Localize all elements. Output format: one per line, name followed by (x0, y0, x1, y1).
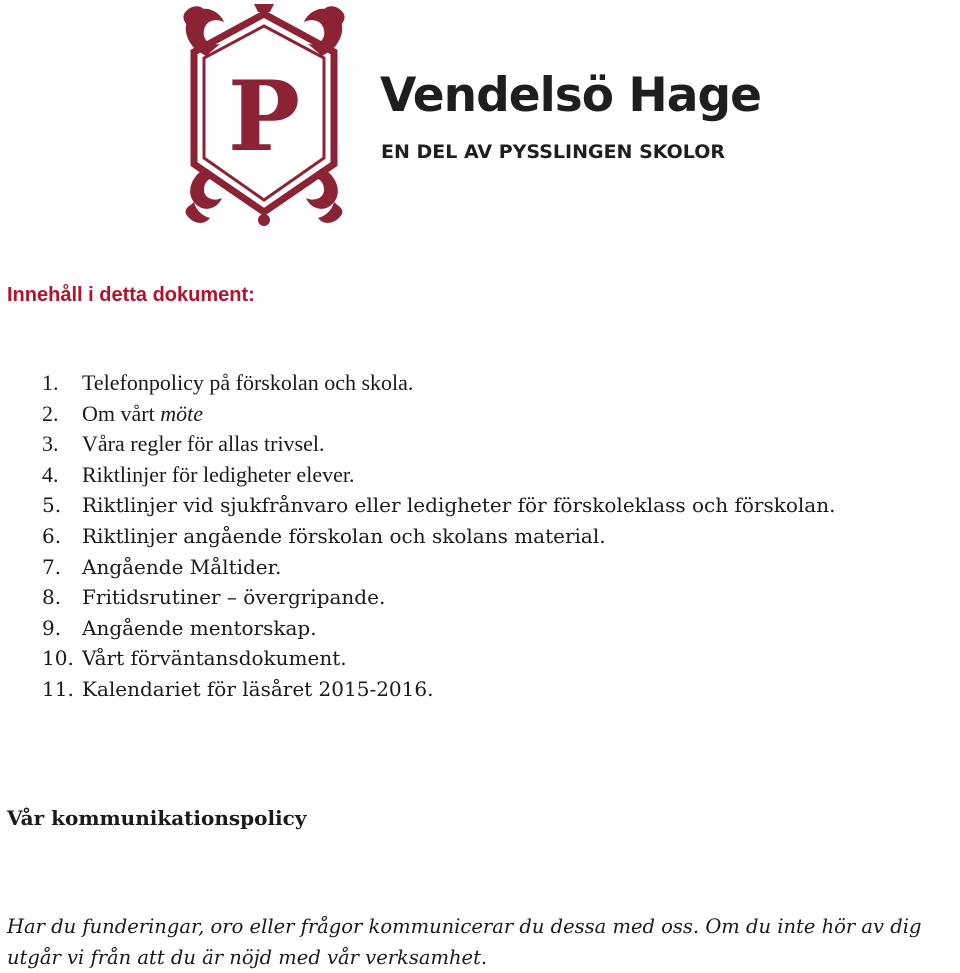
brand-subtitle: EN DEL AV PYSSLINGEN SKOLOR (381, 141, 725, 163)
list-item-number: 6. (42, 523, 62, 548)
list-item-number: 8. (42, 585, 62, 610)
list-item-text-wrap (82, 399, 203, 430)
list-item-text: Om vårt (82, 400, 161, 426)
list-item-number: 1. (42, 370, 59, 395)
list-item-number: 4. (42, 461, 59, 487)
list-item-emphasis: möte (160, 400, 203, 426)
emblem-letter: P (227, 60, 301, 173)
school-logo-emblem (176, 0, 352, 230)
list-item-number: 9. (42, 615, 62, 640)
list-item-number: 11. (42, 676, 74, 701)
list-item-text: Riktlinjer angående förskolan och skolans material. (82, 523, 606, 548)
contents-heading: Innehåll i detta dokument: (7, 284, 255, 306)
list-item-text: Riktlinjer vid sjukfrånvaro eller ledigheter för förskoleklass och förskolan. (82, 493, 836, 518)
policy-heading: Vår kommunikationspolicy (7, 806, 307, 830)
list-item-number: 2. (42, 400, 59, 426)
policy-body: Har du funderingar, oro eller frågor kommunicerar du dessa med oss. Om du inte hör av dig utgår vi från att du är nöjd med vår verksamhet. (7, 915, 922, 969)
list-item-text: Våra regler för allas trivsel. (82, 431, 325, 457)
list-item-number: 3. (42, 431, 59, 457)
brand-name: Vendelsö Hage (380, 68, 761, 123)
list-item-text: Vårt förväntansdokument. (82, 646, 347, 671)
list-item-text: Riktlinjer för ledigheter elever. (82, 461, 355, 487)
list-item-text: Angående Måltider. (82, 554, 282, 579)
list-item-text: Angående mentorskap. (82, 615, 317, 640)
list-item-number: 5. (42, 493, 62, 518)
list-item-number: 10. (42, 646, 74, 671)
list-item-text: Telefonpolicy på förskolan och skola. (82, 370, 414, 395)
list-item-number: 7. (42, 554, 62, 579)
list-item-text: Kalendariet för läsåret 2015-2016. (82, 676, 434, 701)
list-item-text: Fritidsrutiner – övergripande. (82, 585, 386, 610)
